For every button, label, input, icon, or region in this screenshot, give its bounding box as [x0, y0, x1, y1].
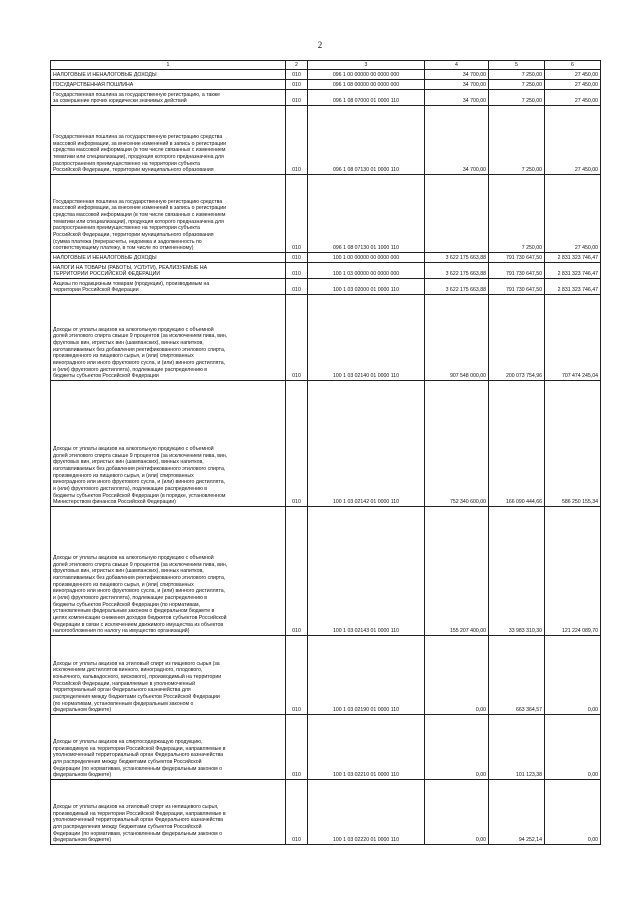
- column-header: 3: [308, 61, 425, 70]
- approved-amount-cell: 0,00: [425, 636, 489, 715]
- line-code-cell: 010: [286, 636, 308, 715]
- approved-amount-cell: 34 700,00: [425, 90, 489, 106]
- table-row: [51, 636, 601, 715]
- column-header: 2: [286, 61, 308, 70]
- description-cell: НАЛОГИ НА ТОВАРЫ (РАБОТЫ, УСЛУГИ), РЕАЛИЗУЕМЫЕ НА ТЕРРИТОРИИ РОССИЙСКОЙ ФЕДЕРАЦИИ: [51, 263, 286, 279]
- table-row: [51, 780, 601, 845]
- approved-amount-cell: 34 700,00: [425, 70, 489, 80]
- description-cell: Доходы от уплаты акцизов на алкогольную продукцию с объемной долей этилового спирта свыше 9 процентов (за исключением пива, вин, фруктовых вин, игристых вин (шампанских), винных напитков, изготавливаемых без добавления ректификованного этилового спирта, произведенного из пищевого сырья, и (или) спиртованных виноградного или иного фруктового сусла, и (или) винного дистиллята, и (или) фруктового дистиллята), подлежащие распределению в бюджеты субъектов Российской Федерации (по нормативам, установленным федеральным законом о федеральном бюджете в целях компенсации снижения доходов бюджетов субъектов Российской Федерации в связи с исключением движимого имущества из объектов налогообложения по налогу на имущество организаций): [51, 507, 286, 636]
- approved-amount-cell: [425, 175, 489, 253]
- line-code-cell: 010: [286, 253, 308, 263]
- budget-classification-code-cell: 100 1 03 02142 01 0000 110: [308, 381, 425, 507]
- executed-amount-cell: 7 250,00: [489, 106, 545, 175]
- executed-amount-cell: 791 730 647,50: [489, 263, 545, 279]
- description-cell: НАЛОГОВЫЕ И НЕНАЛОГОВЫЕ ДОХОДЫ: [51, 253, 286, 263]
- table-row: [51, 295, 601, 381]
- approved-amount-cell: 752 340 600,00: [425, 381, 489, 507]
- table-row: [51, 90, 601, 106]
- executed-amount-cell: 7 250,00: [489, 80, 545, 90]
- executed-amount-cell: 7 250,00: [489, 175, 545, 253]
- budget-classification-code-cell: 100 1 03 02000 01 0000 110: [308, 279, 425, 295]
- budget-classification-code-cell: 100 1 03 02140 01 0000 110: [308, 295, 425, 381]
- line-code-cell: 010: [286, 70, 308, 80]
- budget-classification-code-cell: 100 1 03 02210 01 0000 110: [308, 715, 425, 780]
- description-cell: Государственная пошлина за государственную регистрацию, а также за совершение прочих юридически значимых действий: [51, 90, 286, 106]
- approved-amount-cell: 3 622 175 663,88: [425, 279, 489, 295]
- column-header: 1: [51, 61, 286, 70]
- approved-amount-cell: 34 700,00: [425, 106, 489, 175]
- unexecuted-amount-cell: 27 450,00: [545, 70, 601, 80]
- unexecuted-amount-cell: 0,00: [545, 780, 601, 845]
- budget-classification-code-cell: 096 1 08 07000 01 0000 110: [308, 90, 425, 106]
- approved-amount-cell: 907 548 000,00: [425, 295, 489, 381]
- executed-amount-cell: 7 250,00: [489, 90, 545, 106]
- budget-classification-code-cell: 100 1 03 02143 01 0000 110: [308, 507, 425, 636]
- executed-amount-cell: 200 073 754,96: [489, 295, 545, 381]
- line-code-cell: 010: [286, 715, 308, 780]
- executed-amount-cell: 791 730 647,50: [489, 253, 545, 263]
- approved-amount-cell: 155 207 400,00: [425, 507, 489, 636]
- unexecuted-amount-cell: 0,00: [545, 715, 601, 780]
- unexecuted-amount-cell: 27 450,00: [545, 106, 601, 175]
- unexecuted-amount-cell: 2 831 323 746,47: [545, 279, 601, 295]
- unexecuted-amount-cell: 2 831 323 746,47: [545, 253, 601, 263]
- table-row: [51, 70, 601, 80]
- line-code-cell: 010: [286, 106, 308, 175]
- executed-amount-cell: 166 090 444,66: [489, 381, 545, 507]
- page-number: 2: [317, 40, 323, 50]
- unexecuted-amount-cell: 27 450,00: [545, 175, 601, 253]
- executed-amount-cell: 663 364,57: [489, 636, 545, 715]
- revenue-table: [50, 60, 601, 845]
- budget-classification-code-cell: 096 1 00 00000 00 0000 000: [308, 70, 425, 80]
- unexecuted-amount-cell: 121 224 089,70: [545, 507, 601, 636]
- table-row: [51, 279, 601, 295]
- line-code-cell: 010: [286, 279, 308, 295]
- line-code-cell: 010: [286, 175, 308, 253]
- approved-amount-cell: 3 622 175 663,88: [425, 253, 489, 263]
- approved-amount-cell: 34 700,00: [425, 80, 489, 90]
- approved-amount-cell: 3 622 175 663,88: [425, 263, 489, 279]
- unexecuted-amount-cell: 27 450,00: [545, 90, 601, 106]
- unexecuted-amount-cell: 2 831 323 746,47: [545, 263, 601, 279]
- executed-amount-cell: 7 250,00: [489, 70, 545, 80]
- table-row: [51, 715, 601, 780]
- approved-amount-cell: 0,00: [425, 715, 489, 780]
- budget-classification-code-cell: 096 1 08 00000 00 0000 000: [308, 80, 425, 90]
- unexecuted-amount-cell: 586 250 155,34: [545, 381, 601, 507]
- description-cell: НАЛОГОВЫЕ И НЕНАЛОГОВЫЕ ДОХОДЫ: [51, 70, 286, 80]
- description-cell: ГОСУДАРСТВЕННАЯ ПОШЛИНА: [51, 80, 286, 90]
- executed-amount-cell: 94 252,14: [489, 780, 545, 845]
- table-row: [51, 381, 601, 507]
- line-code-cell: 010: [286, 295, 308, 381]
- unexecuted-amount-cell: 27 450,00: [545, 80, 601, 90]
- description-cell: Доходы от уплаты акцизов на спиртосодержащую продукцию, производимую на территории Российской Федерации, направляемые в уполномоченный территориальный орган Федерального казначейства для распределения между бюджетами субъектов Российской Федерации (по нормативам, установленным федеральным законом о федеральном бюджете): [51, 715, 286, 780]
- budget-classification-code-cell: 100 1 03 02220 01 0000 110: [308, 780, 425, 845]
- table-row: [51, 253, 601, 263]
- table-row: [51, 263, 601, 279]
- table-row: [51, 175, 601, 253]
- description-cell: Доходы от уплаты акцизов на этиловый спирт из непищевого сырья, производимый на территории Российской Федерации, направляемые в уполномоченный территориальный орган Федерального казначейства для распределения между бюджетами субъектов Российской Федерации (по нормативам, установленным федеральным законом о федеральном бюджете): [51, 780, 286, 845]
- table-row: [51, 106, 601, 175]
- approved-amount-cell: 0,00: [425, 780, 489, 845]
- line-code-cell: 010: [286, 90, 308, 106]
- unexecuted-amount-cell: 0,00: [545, 636, 601, 715]
- description-cell: Государственная пошлина за государственную регистрацию средства массовой информации, за внесение изменений в запись о регистрации средства массовой информации (в том числе связанных с изменением тематики или специализации), продукция которого предназначена для распространения преимущественно на территории субъекта Российской Федерации, территории муниципального образования: [51, 106, 286, 175]
- column-header: 5: [489, 61, 545, 70]
- column-number-row: [51, 61, 601, 70]
- budget-classification-code-cell: 100 1 03 02190 01 0000 110: [308, 636, 425, 715]
- budget-classification-code-cell: 100 1 00 00000 00 0000 000: [308, 253, 425, 263]
- table-row: [51, 507, 601, 636]
- line-code-cell: 010: [286, 780, 308, 845]
- line-code-cell: 010: [286, 80, 308, 90]
- description-cell: Доходы от уплаты акцизов на алкогольную продукцию с объемной долей этилового спирта свыше 9 процентов (за исключением пива, вин, фруктовых вин, игристых вин (шампанских), винных напитков, изготавливаемых без добавления ректификованного этилового спирта, произведенного из пищевого сырья, и (или) спиртованных виноградного или иного фруктового сусла, и (или) винного дистиллята, и (или) фруктового дистиллята), подлежащие распределению в бюджеты субъектов Российской Федерации (в порядке, установленном Министерством финансов Российской Федерации): [51, 381, 286, 507]
- description-cell: Государственная пошлина за государственную регистрацию средства массовой информации, за внесение изменений в запись о регистрации средства массовой информации (в том числе связанных с изменением тематики или специализации), продукция которого предназначена для распространения преимущественно на территории субъекта Российской Федерации, территории муниципального образования (сумма платежа (перерасчеты, недоимка и задолженность по соответствующему платежу, в том числе по отмененному): [51, 175, 286, 253]
- executed-amount-cell: 33 983 310,30: [489, 507, 545, 636]
- budget-classification-code-cell: 096 1 08 07130 01 1000 110: [308, 175, 425, 253]
- column-header: 4: [425, 61, 489, 70]
- line-code-cell: 010: [286, 263, 308, 279]
- column-header: 6: [545, 61, 601, 70]
- line-code-cell: 010: [286, 507, 308, 636]
- description-cell: Доходы от уплаты акцизов на этиловый спирт из пищевого сырья (за исключением дистиллятов винного, виноградного, плодового, коньячного, кальвадосного, вискового), производимый на территории Российской Федерации, направляемые в уполномоченный территориальный орган Федерального казначейства для распределения между бюджетами субъектов Российской Федерации (по нормативам, установленным федеральным законом о федеральном бюджете): [51, 636, 286, 715]
- description-cell: Акцизы по подакцизным товарам (продукции), производимым на территории Российской Федерации: [51, 279, 286, 295]
- budget-classification-code-cell: 100 1 03 00000 00 0000 000: [308, 263, 425, 279]
- table-row: [51, 80, 601, 90]
- budget-classification-code-cell: 096 1 08 07130 01 0000 110: [308, 106, 425, 175]
- line-code-cell: 010: [286, 381, 308, 507]
- unexecuted-amount-cell: 707 474 245,04: [545, 295, 601, 381]
- executed-amount-cell: 791 730 647,50: [489, 279, 545, 295]
- description-cell: Доходы от уплаты акцизов на алкогольную продукцию с объемной долей этилового спирта свыше 9 процентов (за исключением пива, вин, фруктовых вин, игристых вин (шампанских), винных напитков, изготавливаемых без добавления ректификованного этилового спирта, произведенного из пищевого сырья, и (или) спиртованных виноградного или иного фруктового сусла, и (или) винного дистиллята, и (или) фруктового дистиллята), подлежащие распределению в бюджеты субъектов Российской Федерации: [51, 295, 286, 381]
- executed-amount-cell: 101 123,38: [489, 715, 545, 780]
